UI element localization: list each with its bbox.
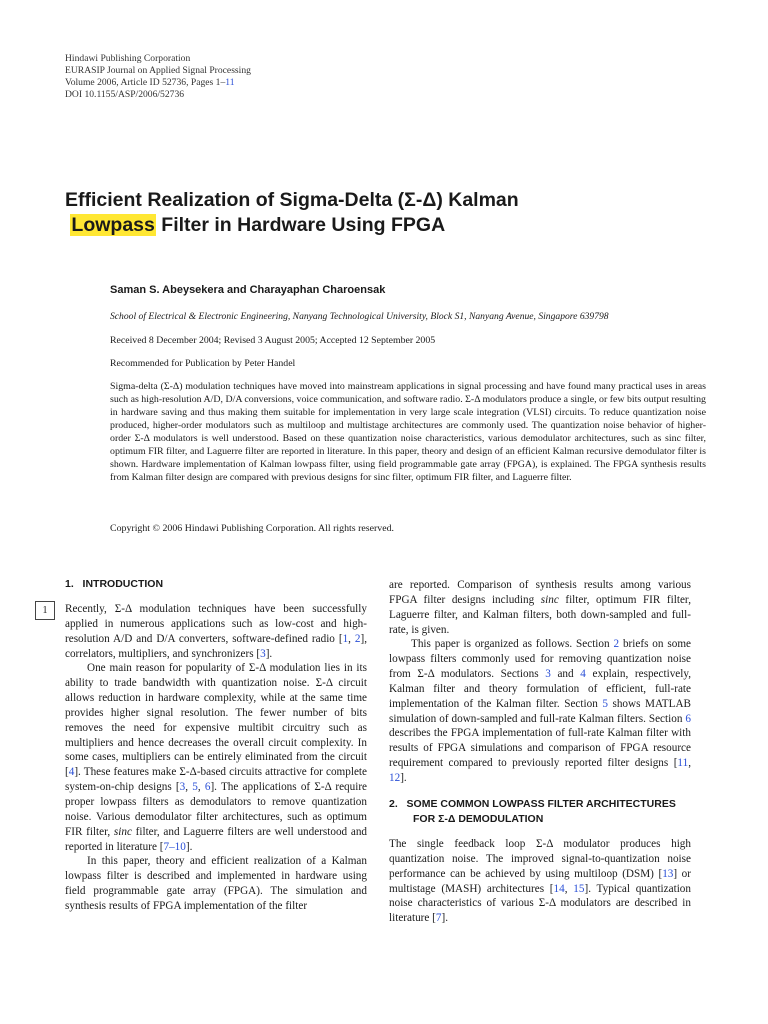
section-link[interactable]: 6 — [685, 712, 691, 725]
paper-title — [65, 188, 705, 237]
title-line-1: Efficient Realization of Sigma-Delta (Σ-Δ) Kalman — [65, 189, 519, 211]
line-number-box: 1 — [35, 601, 55, 620]
journal-header — [65, 53, 251, 101]
abstract: Sigma-delta (Σ-Δ) modulation techniques have moved into mainstream applications in signal processing and have found many practical uses in areas such as high-resolution A/D, D/A conversions, voice communication, and software radio. Σ-Δ modulators produce a single, or few bits output resulting in hardware saving and thus making them suitable for implementation in very large scale integration (VLSI) circuits. To reduce quantization noise produced, higher-order modulators such as multiloop and multistage architectures are commonly used. The quantization noise behavior of higher-order Σ-Δ modulators is well understood. Based on these quantization noise characteristics, various demodulator architectures, such as sinc filter, optimum FIR filter, and Laguerre filter are reported in literature. In this paper, theory and design of an efficient Kalman recursive demodulator filter is shown. Hardware implementation of Kalman lowpass filter, using field programmable gate array (FPGA), is explained. The FPGA synthesis results from Kalman filter design are compared with previous designs for sinc filter, optimum FIR filter, and Laguerre filter. — [110, 381, 706, 484]
section-link[interactable]: 4 — [580, 668, 586, 681]
ref-link[interactable]: 3 — [260, 647, 266, 660]
authors: Saman S. Abeysekera and Charayaphan Charoensak — [110, 284, 386, 296]
ref-link[interactable]: 2 — [354, 632, 361, 645]
ref-link[interactable]: 13 — [662, 867, 674, 880]
ref-link[interactable]: 12 — [389, 771, 401, 784]
page-count-link[interactable]: 11 — [225, 77, 235, 88]
recommended-by: Recommended for Publication by Peter Handel — [110, 358, 296, 369]
ref-link[interactable]: 6 — [204, 781, 211, 794]
volume-info — [65, 77, 251, 89]
section-1-heading — [65, 578, 163, 590]
ref-link[interactable]: 4 — [68, 766, 75, 779]
affiliation: School of Electrical & Electronic Engineering, Nanyang Technological University, Block S1, Nanyang Avenue, Singapore 639798 — [110, 311, 609, 322]
doi: DOI 10.1155/ASP/2006/52736 — [65, 89, 185, 100]
section-link[interactable]: 5 — [602, 697, 608, 710]
section-1-title: INTRODUCTION — [82, 578, 164, 590]
ref-link[interactable]: 3 — [179, 781, 186, 794]
section-link[interactable]: 2 — [613, 638, 620, 651]
title-line-2-rest: Filter in Hardware Using FPGA — [155, 213, 446, 236]
volume-text: Volume 2006, Article ID 52736, Pages 1– — [65, 77, 226, 88]
right-column — [389, 578, 691, 786]
intro-paragraph-1: Recently, Σ-Δ modulation techniques have been successfully applied in numerous applications such as low-cost and high-resolution A/D and D/A converters, software-defined radio [1, 2], correlators, multipliers, and synchronizers [3]. — [65, 603, 368, 660]
ref-link[interactable]: 11 — [677, 757, 689, 770]
publisher: Hindawi Publishing Corporation — [65, 53, 191, 64]
ref-link[interactable]: 14 — [553, 882, 565, 895]
ref-link[interactable]: 7–10 — [163, 840, 186, 853]
left-column — [65, 602, 367, 914]
received-dates: Received 8 December 2004; Revised 3 August 2005; Accepted 12 September 2005 — [110, 335, 436, 346]
section-2-body — [389, 837, 691, 926]
ref-link[interactable]: 5 — [192, 781, 198, 794]
highlighted-word[interactable]: Lowpass — [71, 213, 155, 236]
ref-link[interactable]: 15 — [573, 882, 585, 895]
section-2-heading — [389, 797, 676, 827]
copyright: Copyright © 2006 Hindawi Publishing Corporation. All rights reserved. — [110, 523, 394, 534]
section-link[interactable]: 3 — [545, 668, 551, 681]
journal-name: EURASIP Journal on Applied Signal Processing — [65, 65, 251, 76]
intro-paragraph-2: One main reason for popularity of Σ-Δ modulation lies in its ability to trade bandwidth with quantization noise. Σ-Δ circuit allows reduction in hardware complexity, while at the same time provides higher signal resolution. The fewer number of bits removes the need for expensive multibit circuitry such as multipliers and hence decreases the overall circuit complexity. In some cases, multipliers can be entirely eliminated from the circuit [4]. These features make Σ-Δ-based circuits attractive for complete system-on-chip designs [3, 5, 6]. The applications of Σ-Δ require proper lowpass filters as demodulators to remove quantization noise. Various demodulator filter architectures, such as optimum FIR filter, sinc filter, and Laguerre filters are well understood and reported in literature [7–10]. — [65, 662, 368, 853]
section-2-paragraph-1: The single feedback loop Σ-Δ modulator produces high quantization noise. The improved signal-to-quantization noise performance can be achieved by using multiloop (DSM) [13] or multistage (MASH) architectures [14, 15]. Typical quantization noise characteristics of various Σ-Δ modulators are described in literature [7]. — [389, 838, 691, 925]
right-paragraph-1: are reported. Comparison of synthesis results among various FPGA filter designs including sinc filter, optimum FIR filter, Laguerre filter, and Kalman filters, both down-sampled and full-rate, is given. — [389, 579, 691, 636]
section-2-title-line-2: FOR Σ-Δ DEMODULATION — [413, 813, 544, 825]
title-line-2 — [65, 213, 705, 238]
right-paragraph-2: This paper is organized as follows. Section 2 briefs on some lowpass filters commonly used for removing quantization noise from Σ-Δ modulators. Sections 3 and 4 explain, respectively, Kalman filter and theory formulation of efficient, full-rate implementation of the Kalman filter. Section 5 shows MATLAB simulation of down-sampled and full-rate Kalman filters. Section 6 describes the FPGA implementation of full-rate Kalman filter with results of FPGA simulations and comparison of FPGA resource requirement compared to previously reported filter designs [11, 12]. — [389, 638, 692, 784]
ref-link[interactable]: 7 — [435, 912, 442, 925]
ref-link[interactable]: 1 — [342, 632, 349, 645]
section-2-title-line-1: SOME COMMON LOWPASS FILTER ARCHITECTURES — [406, 798, 676, 810]
section-2-number: 2. — [389, 798, 398, 810]
section-1-number: 1. — [65, 578, 74, 590]
intro-paragraph-3: In this paper, theory and efficient realization of a Kalman lowpass filter is described and implemented in hardware using field programmable gate array (FPGA). The simulation and synthesis results of FPGA implementation of the filter — [65, 855, 367, 912]
